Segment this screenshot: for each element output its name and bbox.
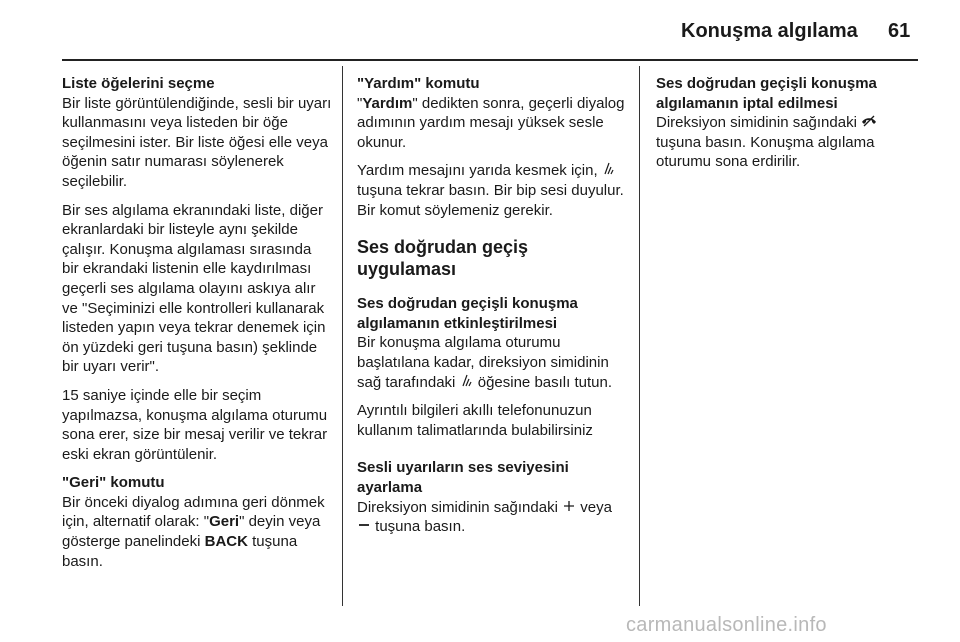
voice-icon [460,373,474,393]
minus-icon [357,517,371,537]
heading-back-command: "Geri" komutu [62,474,165,492]
paragraph: Bir önceki diyalog adımına geri dönmek için, alternatif olarak: "Geri" deyin veya gösterge panelindeki BACK tuşuna basın. [62,493,325,570]
paragraph: Direksiyon simidinin sağındaki tuşuna basın. Konuşma algılama oturumu sona erdirilir. [656,114,875,171]
page-number: 61 [888,20,911,42]
header-rule [62,59,918,61]
column-3 [656,74,921,181]
heading-list-selection: Liste öğelerini seçme [62,75,215,92]
paragraph: "Yardım" dedikten sonra, geçerli diyalog adımının yardım mesajı yüksek sesle okunur. [357,94,625,151]
heading-help-command: "Yardım" komutu [357,75,480,92]
watermark: carmanualsonline.info [626,614,827,636]
heading-volume: Sesli uyarıların ses seviyesini ayarlama [357,459,569,496]
column-divider-2 [639,66,640,606]
paragraph: Bir ses algılama ekranındaki liste, diğer ekranlardaki bir listeyle aynı şekilde çalışır. Konuşma algılaması sırasında bir ekrandaki listenin elle kaydırılması geçerli ses algılama olayını askıya alır ve "Seçiminizi elle kontrolleri kullanarak listeden yapın veya tekrar denemek için ön yüzdeki geri tuşuna basın) şeklinde bir uyarı verir". [62,201,326,376]
page-title: Konuşma algılama [681,20,858,42]
column-2 [357,74,629,546]
column-1 [62,74,332,580]
keyword-back-button: BACK [204,533,248,551]
paragraph: Bir konuşma algılama oturumu başlatılana kadar, direksiyon simidinin sağ tarafındaki öğesine basılı tutun. [357,334,612,391]
hang-up-icon [861,113,875,133]
heading-cancel: Ses doğrudan geçişli konuşma algılamanın iptal edilmesi [656,75,877,112]
plus-icon [562,498,576,518]
column-divider-1 [342,66,343,606]
paragraph: Bir liste görüntülendiğinde, sesli bir uyarı kullanmasını veya listeden bir öğe seçilmesini ister. Bir liste öğesi elle veya öğenin satır numarası söylenerek seçilebilir. [62,94,332,190]
paragraph: Ayrıntılı bilgileri akıllı telefonunuzun kullanım talimatlarında bulabilirsiniz [357,402,593,439]
section-heading: Ses doğrudan geçiş uygulaması [357,237,529,280]
heading-activation: Ses doğrudan geçişli konuşma algılamanın etkinleştirilmesi [357,295,578,332]
keyword-help: Yardım [362,94,413,112]
paragraph: Yardım mesajını yarıda kesmek için, tuşuna tekrar basın. Bir bip sesi duyulur. Bir komut söylemeniz gerekir. [357,162,624,219]
keyword-back: Geri [209,513,240,531]
paragraph: Direksiyon simidinin sağındaki veya tuşuna basın. [357,498,612,536]
paragraph: 15 saniye içinde elle bir seçim yapılmazsa, konuşma algılama oturumu sona erer, size bir mesaj verilir ve tekrar eski ekran görüntülenir. [62,386,328,463]
voice-icon [602,161,616,181]
